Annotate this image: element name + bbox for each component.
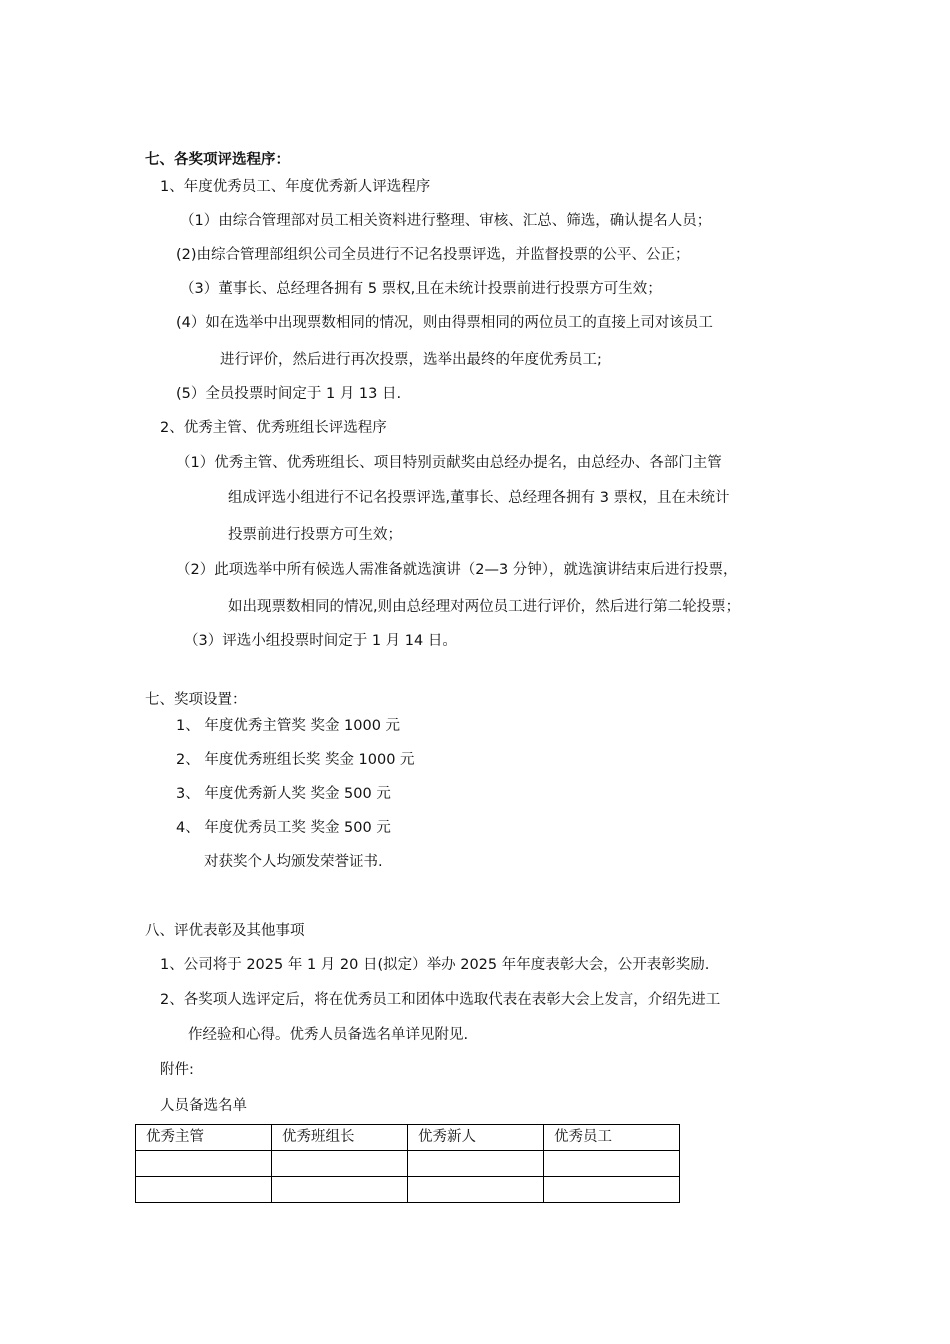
procedure-step-continuation: 组成评选小组进行不记名投票评选,董事长、总经理各拥有 3 票权，且在未统计 (228, 490, 730, 506)
table-header-cell: 优秀新人 (408, 1125, 544, 1151)
candidate-table (135, 1124, 680, 1203)
table-header-cell: 优秀班组长 (272, 1125, 408, 1151)
table-cell (272, 1177, 408, 1203)
table-row (136, 1177, 680, 1203)
subsection-title-annual-employee: 1、年度优秀员工、年度优秀新人评选程序 (160, 179, 431, 195)
award-item: 4、 年度优秀员工奖 奖金 500 元 (176, 820, 391, 836)
table-cell (544, 1151, 680, 1177)
table-cell (272, 1151, 408, 1177)
procedure-step: （2）此项选举中所有候选人需准备就选演讲（2—3 分钟），就选演讲结束后进行投票， (176, 562, 738, 578)
section-heading-selection-procedure: 七、各奖项评选程序： (145, 152, 290, 168)
award-item: 2、 年度优秀班组长奖 奖金 1000 元 (176, 752, 415, 768)
attachment-label: 附件: (160, 1062, 194, 1078)
table-header-row (136, 1125, 680, 1151)
commendation-item: 1、公司将于 2025 年 1 月 20 日(拟定）举办 2025 年年度表彰大会，公开表彰奖励. (160, 957, 710, 973)
table-cell (136, 1151, 272, 1177)
commendation-item-continuation: 作经验和心得。优秀人员备选名单详见附见. (188, 1027, 469, 1043)
table-cell (544, 1177, 680, 1203)
procedure-step: (2)由综合管理部组织公司全员进行不记名投票评选，并监督投票的公平、公正； (176, 247, 690, 263)
table-title: 人员备选名单 (160, 1098, 247, 1114)
procedure-step: （3）董事长、总经理各拥有 5 票权,且在未统计投票前进行投票方可生效； (180, 281, 662, 297)
procedure-step: （1）由综合管理部对员工相关资料进行整理、审核、汇总、筛选，确认提名人员； (180, 213, 712, 229)
table-row (136, 1151, 680, 1177)
procedure-step: （3）评选小组投票时间定于 1 月 14 日。 (184, 633, 457, 649)
award-item: 1、 年度优秀主管奖 奖金 1000 元 (176, 718, 401, 734)
table-header-cell: 优秀主管 (136, 1125, 272, 1151)
section-heading-commendation: 八、评优表彰及其他事项 (145, 923, 305, 939)
section-heading-award-setup: 七、奖项设置： (145, 692, 247, 708)
procedure-step: (5）全员投票时间定于 1 月 13 日. (176, 386, 402, 402)
procedure-step-continuation: 进行评价，然后进行再次投票，选举出最终的年度优秀员工; (220, 352, 602, 368)
table-cell (408, 1177, 544, 1203)
table-header-cell: 优秀员工 (544, 1125, 680, 1151)
table-cell (136, 1177, 272, 1203)
procedure-step-continuation: 如出现票数相同的情况,则由总经理对两位员工进行评价，然后进行第二轮投票； (228, 599, 741, 615)
commendation-item: 2、各奖项人选评定后，将在优秀员工和团体中选取代表在表彰大会上发言，介绍先进工 (160, 992, 721, 1008)
subsection-title-supervisor: 2、优秀主管、优秀班组长评选程序 (160, 420, 387, 436)
procedure-step-continuation: 投票前进行投票方可生效； (228, 527, 402, 543)
award-note: 对获奖个人均颁发荣誉证书. (204, 854, 383, 870)
procedure-step: （1）优秀主管、优秀班组长、项目特别贡献奖由总经办提名，由总经办、各部门主管 (176, 455, 722, 471)
procedure-step: (4）如在选举中出现票数相同的情况，则由得票相同的两位员工的直接上司对该员工 (176, 315, 713, 331)
table-cell (408, 1151, 544, 1177)
award-item: 3、 年度优秀新人奖 奖金 500 元 (176, 786, 391, 802)
